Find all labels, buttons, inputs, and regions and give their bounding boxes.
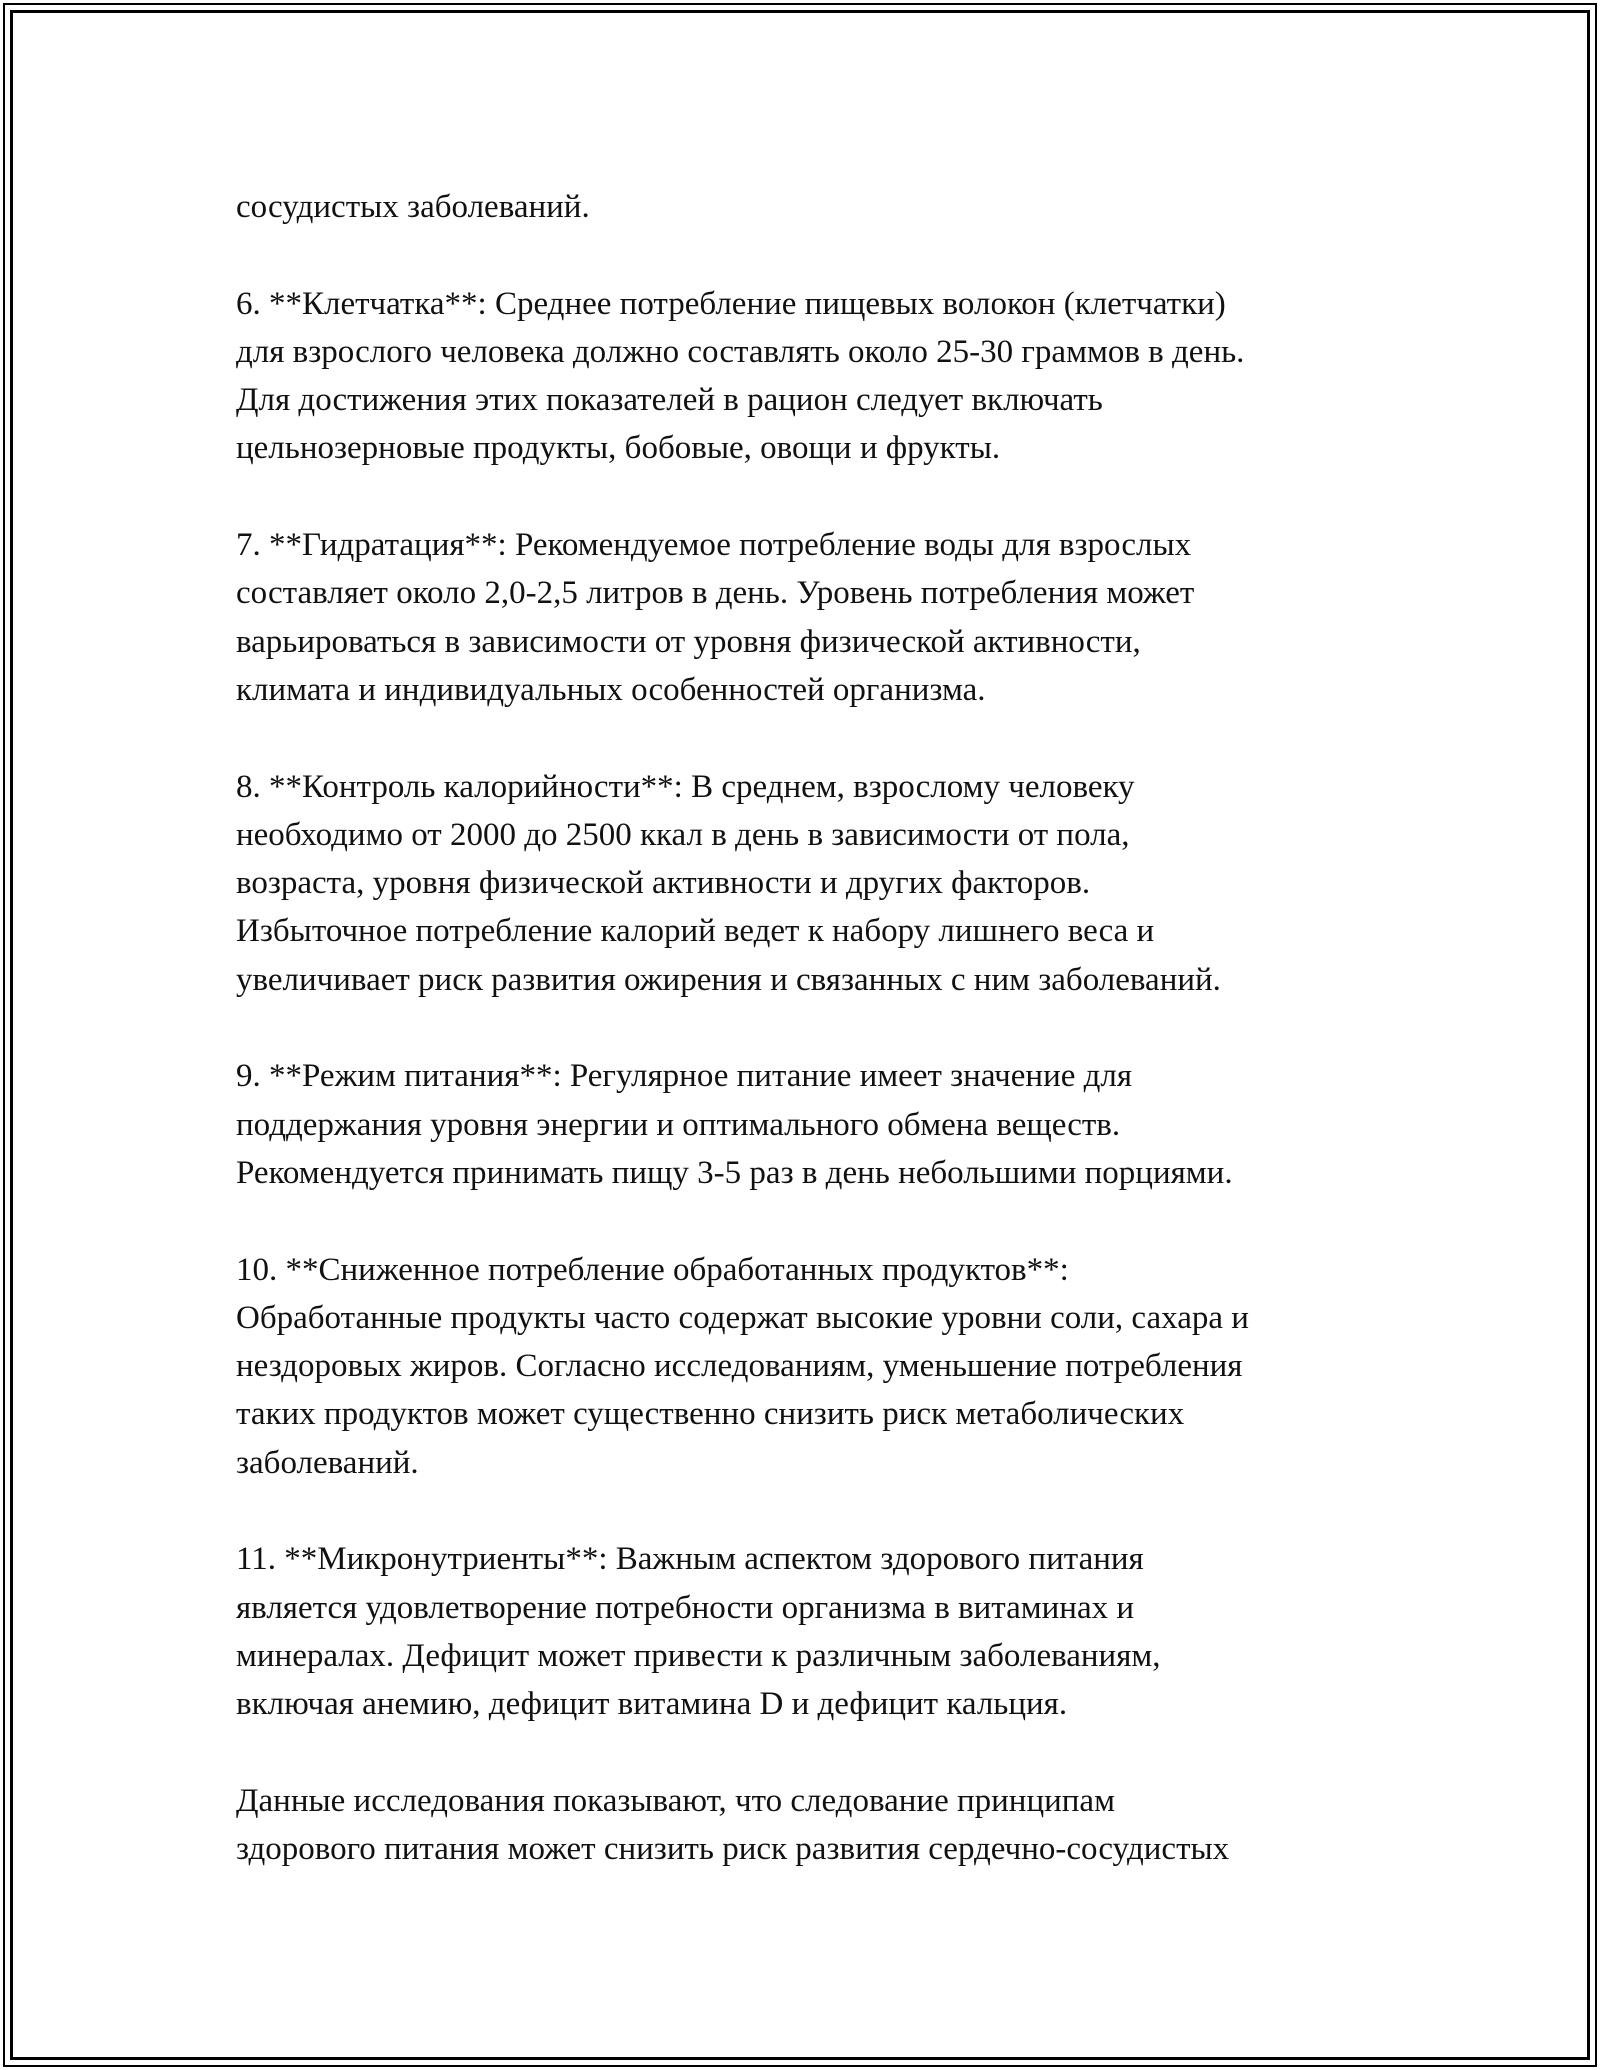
paragraph-hydration [236,521,1416,714]
text-line: увеличивает риск развития ожирения и связанных с ним заболеваний. [236,961,1221,998]
paragraph-fiber [236,280,1416,473]
text-line: сосудистых заболеваний. [236,189,590,225]
text-line: 9. **Режим питания**: Регулярное питание имеет значение для [236,1058,1133,1095]
text-line: 6. **Клетчатка**: Среднее потребление пищевых волокон (клетчатки) [236,285,1226,322]
paragraph-micronutrients [236,1535,1416,1728]
text-line: цельнозерновые продукты, бобовые, овощи и фрукты. [236,430,1001,467]
paragraph-calories [236,763,1416,1004]
text-line: нездоровых жиров. Согласно исследованиям, уменьшение потребления [236,1348,1243,1385]
text-line: заболеваний. [236,1444,419,1481]
paragraph-processed-foods [236,1246,1416,1487]
document-body [236,183,1416,1873]
paragraph-conclusion [236,1777,1416,1874]
text-line: Обработанные продукты часто содержат высокие уровни соли, сахара и [236,1299,1249,1336]
text-line: минералах. Дефицит может привести к различным заболеваниям, [236,1637,1161,1674]
text-line: 7. **Гидратация**: Рекомендуемое потребление воды для взрослых [236,527,1192,564]
text-line: является удовлетворение потребности организма в витаминах и [236,1589,1135,1626]
text-line: таких продуктов может существенно снизить риск метаболических [236,1396,1185,1433]
text-line: Данные исследования показывают, что следование принципам [236,1782,1115,1819]
text-line: возраста, уровня физической активности и других факторов. [236,865,1091,902]
text-line: климата и индивидуальных особенностей организма. [236,671,986,708]
text-line: включая анемию, дефицит витамина D и дефицит кальция. [236,1686,1068,1723]
text-line: Избыточное потребление калорий ведет к набору лишнего веса и [236,913,1155,950]
text-line: необходимо от 2000 до 2500 ккал в день в зависимости от пола, [236,816,1130,853]
text-line: варьироваться в зависимости от уровня физической активности, [236,623,1141,660]
text-line: 8. **Контроль калорийности**: В среднем, взрослому человеку [236,768,1135,805]
text-line: здорового питания может снизить риск развития сердечно-сосудистых [236,1831,1230,1868]
text-line: 11. **Микронутриенты**: Важным аспектом здорового питания [236,1541,1144,1578]
text-line: Для достижения этих показателей в рацион следует включать [236,382,1103,419]
text-line: для взрослого человека должно составлять около 25-30 граммов в день. [236,333,1245,370]
paragraph-meal-schedule [236,1052,1416,1197]
text-line: 10. **Сниженное потребление обработанных продуктов**: [236,1251,1069,1288]
text-line: Рекомендуется принимать пищу 3-5 раз в день небольшими порциями. [236,1154,1233,1191]
text-line: составляет около 2,0-2,5 литров в день. Уровень потребления может [236,575,1195,612]
paragraph-continuation [236,183,1416,231]
text-line: поддержания уровня энергии и оптимального обмена веществ. [236,1106,1121,1143]
